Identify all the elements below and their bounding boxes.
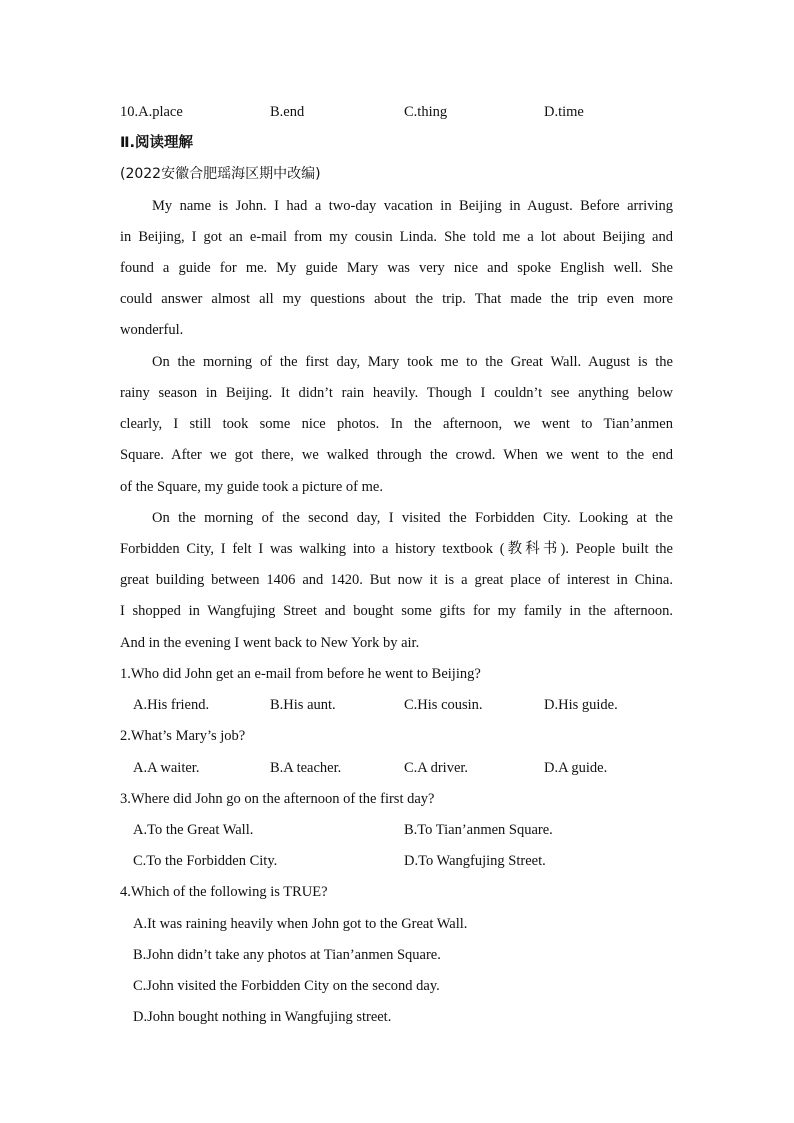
q3-option-b: B.To Tian’anmen Square. <box>404 822 553 838</box>
q4-option-b: B.John didn’t take any photos at Tian’anmen Square. <box>133 947 441 963</box>
q10-number <box>120 102 183 122</box>
passage-p2-line3: clearly, I still took some nice photos. In the afternoon, we went to Tian’anmen <box>120 416 673 432</box>
question-3: 3.Where did John go on the afternoon of the first day? <box>120 791 435 807</box>
passage-p1-line1: My name is John. I had a two-day vacation in Beijing in August. Before arriving <box>152 198 673 214</box>
q4-option-d: D.John bought nothing in Wangfujing street. <box>133 1009 392 1025</box>
question-2: 2.What’s Mary’s job? <box>120 728 246 744</box>
passage-p1-line2: in Beijing, I got an e-mail from my cousin Linda. She told me a lot about Beijing and <box>120 229 673 245</box>
q10-option-a: A.place <box>138 104 183 120</box>
passage-p3-line4: I shopped in Wangfujing Street and bought some gifts for my family in the afternoon. <box>120 603 673 619</box>
q2-option-a: A.A waiter. <box>133 760 200 776</box>
q3-option-d: D.To Wangfujing Street. <box>404 853 546 869</box>
q10-option-d: D.time <box>544 104 584 120</box>
q4-option-c: C.John visited the Forbidden City on the second day. <box>133 978 440 994</box>
passage-p1-line3: found a guide for me. My guide Mary was very nice and spoke English well. She <box>120 260 673 276</box>
passage-p3-line1: On the morning of the second day, I visited the Forbidden City. Looking at the <box>152 510 673 526</box>
source-note: (2022安徽合肥瑶海区期中改编) <box>120 166 321 182</box>
q1-option-a: A.His friend. <box>133 697 210 713</box>
q2-option-d: D.A guide. <box>544 760 608 776</box>
section-heading: Ⅱ.阅读理解 <box>120 135 194 151</box>
q10-option-b: B.end <box>270 104 305 120</box>
passage-p3-line3: great building between 1406 and 1420. But now it is a great place of interest in China. <box>120 572 673 588</box>
q10-option-c: C.thing <box>404 104 448 120</box>
q3-option-c: C.To the Forbidden City. <box>133 853 278 869</box>
q2-option-b: B.A teacher. <box>270 760 342 776</box>
q1-option-b: B.His aunt. <box>270 697 336 713</box>
q1-option-c: C.His cousin. <box>404 697 483 713</box>
passage-p3-line5: And in the evening I went back to New York by air. <box>120 635 420 651</box>
q4-option-a: A.It was raining heavily when John got to the Great Wall. <box>133 916 468 932</box>
passage-p2-line1: On the morning of the first day, Mary took me to the Great Wall. August is the <box>152 354 673 370</box>
passage-p2-line2: rainy season in Beijing. It didn’t rain heavily. Though I couldn’t see anything below <box>120 385 673 401</box>
passage-p2-line4: Square. After we got there, we walked through the crowd. When we went to the end <box>120 447 673 463</box>
q10-num-label: 10. <box>120 104 139 120</box>
passage-p2-line5: of the Square, my guide took a picture of me. <box>120 479 383 495</box>
passage-p1-line4: could answer almost all my questions about the trip. That made the trip even more <box>120 291 673 307</box>
q2-option-c: C.A driver. <box>404 760 469 776</box>
passage-p3-line2: Forbidden City, I felt I was walking into a history textbook (教科书). People built the <box>120 541 673 557</box>
passage-p1-line5: wonderful. <box>120 322 184 338</box>
question-1: 1.Who did John get an e-mail from before he went to Beijing? <box>120 666 481 682</box>
q1-option-d: D.His guide. <box>544 697 618 713</box>
question-4: 4.Which of the following is TRUE? <box>120 884 328 900</box>
q3-option-a: A.To the Great Wall. <box>133 822 254 838</box>
